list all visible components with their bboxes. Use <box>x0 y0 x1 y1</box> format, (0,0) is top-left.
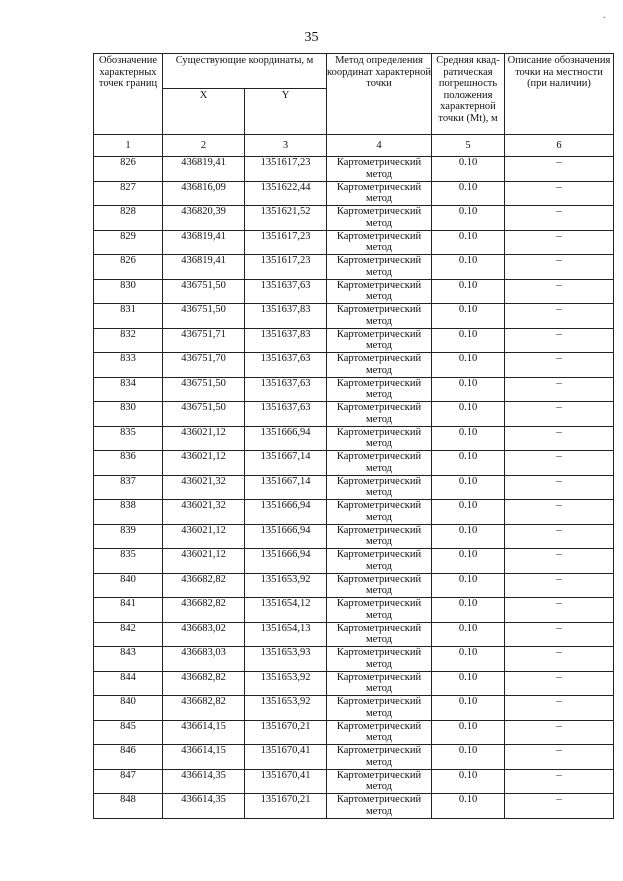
y-coordinate-cell: 1351666,94 <box>245 426 327 451</box>
column-number: 1 <box>94 135 163 157</box>
table-row <box>94 647 614 672</box>
accuracy-cell: 0.10 <box>432 647 505 672</box>
x-coordinate-cell: 436614,35 <box>163 794 245 819</box>
method-cell: Картометрический метод <box>327 696 432 721</box>
x-coordinate-cell: 436820,39 <box>163 206 245 231</box>
description-cell: – <box>505 451 614 476</box>
accuracy-cell: 0.10 <box>432 745 505 770</box>
description-cell: – <box>505 794 614 819</box>
description-cell: – <box>505 353 614 378</box>
x-coordinate-cell: 436614,15 <box>163 745 245 770</box>
method-cell: Картометрический метод <box>327 230 432 255</box>
x-coordinate-cell: 436751,50 <box>163 377 245 402</box>
point-designation-cell: 848 <box>94 794 163 819</box>
table-row <box>94 622 614 647</box>
point-designation-cell: 828 <box>94 206 163 231</box>
accuracy-cell: 0.10 <box>432 328 505 353</box>
header-method: Метод определения координат характерной точки <box>327 54 432 135</box>
y-coordinate-cell: 1351670,41 <box>245 769 327 794</box>
header-description: Описание обозначения точки на местности (при наличии) <box>505 54 614 135</box>
method-cell: Картометрический метод <box>327 279 432 304</box>
accuracy-cell: 0.10 <box>432 255 505 280</box>
point-designation-cell: 834 <box>94 377 163 402</box>
description-cell: – <box>505 377 614 402</box>
y-coordinate-cell: 1351617,23 <box>245 230 327 255</box>
header-y: Y <box>245 89 327 135</box>
column-number: 4 <box>327 135 432 157</box>
column-numbers-row <box>94 135 614 157</box>
point-designation-cell: 830 <box>94 279 163 304</box>
description-cell: – <box>505 475 614 500</box>
point-designation-cell: 826 <box>94 157 163 182</box>
y-coordinate-cell: 1351637,63 <box>245 353 327 378</box>
y-coordinate-cell: 1351666,94 <box>245 549 327 574</box>
point-designation-cell: 838 <box>94 500 163 525</box>
point-designation-cell: 830 <box>94 402 163 427</box>
x-coordinate-cell: 436614,35 <box>163 769 245 794</box>
method-cell: Картометрический метод <box>327 549 432 574</box>
table-row <box>94 598 614 623</box>
description-cell: – <box>505 279 614 304</box>
method-cell: Картометрический метод <box>327 745 432 770</box>
point-designation-cell: 829 <box>94 230 163 255</box>
header-point-designation: Обозначение характерных точек границ <box>94 54 163 135</box>
column-number: 2 <box>163 135 245 157</box>
table-row <box>94 696 614 721</box>
column-number: 3 <box>245 135 327 157</box>
table-row <box>94 353 614 378</box>
description-cell: – <box>505 328 614 353</box>
point-designation-cell: 844 <box>94 671 163 696</box>
x-coordinate-cell: 436021,12 <box>163 451 245 476</box>
description-cell: – <box>505 304 614 329</box>
table-row <box>94 524 614 549</box>
point-designation-cell: 826 <box>94 255 163 280</box>
point-designation-cell: 846 <box>94 745 163 770</box>
point-designation-cell: 845 <box>94 720 163 745</box>
x-coordinate-cell: 436682,82 <box>163 671 245 696</box>
x-coordinate-cell: 436614,15 <box>163 720 245 745</box>
y-coordinate-cell: 1351653,93 <box>245 647 327 672</box>
description-cell: – <box>505 647 614 672</box>
accuracy-cell: 0.10 <box>432 279 505 304</box>
table-row <box>94 451 614 476</box>
y-coordinate-cell: 1351666,94 <box>245 524 327 549</box>
x-coordinate-cell: 436021,12 <box>163 549 245 574</box>
point-designation-cell: 842 <box>94 622 163 647</box>
table-row <box>94 304 614 329</box>
y-coordinate-cell: 1351637,63 <box>245 402 327 427</box>
y-coordinate-cell: 1351666,94 <box>245 500 327 525</box>
column-number: 5 <box>432 135 505 157</box>
y-coordinate-cell: 1351667,14 <box>245 475 327 500</box>
description-cell: – <box>505 230 614 255</box>
method-cell: Картометрический метод <box>327 720 432 745</box>
method-cell: Картометрический метод <box>327 353 432 378</box>
table-row <box>94 402 614 427</box>
y-coordinate-cell: 1351617,23 <box>245 157 327 182</box>
x-coordinate-cell: 436751,50 <box>163 279 245 304</box>
accuracy-cell: 0.10 <box>432 353 505 378</box>
corner-mark: . <box>603 10 606 21</box>
description-cell: – <box>505 181 614 206</box>
point-designation-cell: 843 <box>94 647 163 672</box>
y-coordinate-cell: 1351637,83 <box>245 328 327 353</box>
method-cell: Картометрический метод <box>327 475 432 500</box>
accuracy-cell: 0.10 <box>432 402 505 427</box>
accuracy-cell: 0.10 <box>432 671 505 696</box>
header-existing-coordinates: Существующие координаты, м <box>163 54 327 89</box>
method-cell: Картометрический метод <box>327 671 432 696</box>
x-coordinate-cell: 436683,02 <box>163 622 245 647</box>
description-cell: – <box>505 524 614 549</box>
point-designation-cell: 840 <box>94 573 163 598</box>
method-cell: Картометрический метод <box>327 794 432 819</box>
accuracy-cell: 0.10 <box>432 230 505 255</box>
accuracy-cell: 0.10 <box>432 451 505 476</box>
point-designation-cell: 833 <box>94 353 163 378</box>
description-cell: – <box>505 157 614 182</box>
y-coordinate-cell: 1351637,63 <box>245 279 327 304</box>
accuracy-cell: 0.10 <box>432 549 505 574</box>
table-row <box>94 671 614 696</box>
method-cell: Картометрический метод <box>327 377 432 402</box>
accuracy-cell: 0.10 <box>432 181 505 206</box>
x-coordinate-cell: 436819,41 <box>163 255 245 280</box>
x-coordinate-cell: 436819,41 <box>163 157 245 182</box>
x-coordinate-cell: 436021,32 <box>163 475 245 500</box>
table-row <box>94 279 614 304</box>
point-designation-cell: 836 <box>94 451 163 476</box>
accuracy-cell: 0.10 <box>432 720 505 745</box>
x-coordinate-cell: 436819,41 <box>163 230 245 255</box>
method-cell: Картометрический метод <box>327 524 432 549</box>
description-cell: – <box>505 206 614 231</box>
table-row <box>94 794 614 819</box>
accuracy-cell: 0.10 <box>432 475 505 500</box>
description-cell: – <box>505 598 614 623</box>
accuracy-cell: 0.10 <box>432 157 505 182</box>
method-cell: Картометрический метод <box>327 573 432 598</box>
table-row <box>94 769 614 794</box>
point-designation-cell: 835 <box>94 549 163 574</box>
accuracy-cell: 0.10 <box>432 769 505 794</box>
x-coordinate-cell: 436682,82 <box>163 573 245 598</box>
table-row <box>94 328 614 353</box>
y-coordinate-cell: 1351670,21 <box>245 794 327 819</box>
accuracy-cell: 0.10 <box>432 598 505 623</box>
column-number: 6 <box>505 135 614 157</box>
method-cell: Картометрический метод <box>327 255 432 280</box>
point-designation-cell: 831 <box>94 304 163 329</box>
method-cell: Картометрический метод <box>327 181 432 206</box>
header-x: X <box>163 89 245 135</box>
method-cell: Картометрический метод <box>327 451 432 476</box>
method-cell: Картометрический метод <box>327 328 432 353</box>
method-cell: Картометрический метод <box>327 157 432 182</box>
y-coordinate-cell: 1351637,63 <box>245 377 327 402</box>
accuracy-cell: 0.10 <box>432 573 505 598</box>
table-row <box>94 377 614 402</box>
table-row <box>94 426 614 451</box>
method-cell: Картометрический метод <box>327 426 432 451</box>
description-cell: – <box>505 573 614 598</box>
table-row <box>94 255 614 280</box>
description-cell: – <box>505 769 614 794</box>
point-designation-cell: 841 <box>94 598 163 623</box>
x-coordinate-cell: 436751,71 <box>163 328 245 353</box>
x-coordinate-cell: 436021,12 <box>163 426 245 451</box>
table-header <box>94 54 614 157</box>
description-cell: – <box>505 426 614 451</box>
x-coordinate-cell: 436021,32 <box>163 500 245 525</box>
method-cell: Картометрический метод <box>327 304 432 329</box>
point-designation-cell: 837 <box>94 475 163 500</box>
y-coordinate-cell: 1351653,92 <box>245 573 327 598</box>
y-coordinate-cell: 1351653,92 <box>245 671 327 696</box>
method-cell: Картометрический метод <box>327 647 432 672</box>
x-coordinate-cell: 436816,09 <box>163 181 245 206</box>
y-coordinate-cell: 1351667,14 <box>245 451 327 476</box>
description-cell: – <box>505 745 614 770</box>
method-cell: Картометрический метод <box>327 500 432 525</box>
accuracy-cell: 0.10 <box>432 426 505 451</box>
description-cell: – <box>505 720 614 745</box>
table-row <box>94 549 614 574</box>
accuracy-cell: 0.10 <box>432 377 505 402</box>
description-cell: – <box>505 255 614 280</box>
description-cell: – <box>505 402 614 427</box>
x-coordinate-cell: 436751,50 <box>163 304 245 329</box>
accuracy-cell: 0.10 <box>432 206 505 231</box>
table-row <box>94 181 614 206</box>
accuracy-cell: 0.10 <box>432 304 505 329</box>
description-cell: – <box>505 549 614 574</box>
table-row <box>94 573 614 598</box>
y-coordinate-cell: 1351670,21 <box>245 720 327 745</box>
x-coordinate-cell: 436021,12 <box>163 524 245 549</box>
y-coordinate-cell: 1351622,44 <box>245 181 327 206</box>
accuracy-cell: 0.10 <box>432 524 505 549</box>
x-coordinate-cell: 436751,50 <box>163 402 245 427</box>
table-row <box>94 720 614 745</box>
y-coordinate-cell: 1351637,83 <box>245 304 327 329</box>
coordinates-table <box>93 53 614 819</box>
y-coordinate-cell: 1351617,23 <box>245 255 327 280</box>
x-coordinate-cell: 436682,82 <box>163 696 245 721</box>
table-body <box>94 157 614 819</box>
header-accuracy: Средняя квад-ратическая погрешность положения характерной точки (Mt), м <box>432 54 505 135</box>
description-cell: – <box>505 622 614 647</box>
description-cell: – <box>505 696 614 721</box>
description-cell: – <box>505 500 614 525</box>
y-coordinate-cell: 1351653,92 <box>245 696 327 721</box>
table-row <box>94 745 614 770</box>
table-row <box>94 475 614 500</box>
description-cell: – <box>505 671 614 696</box>
y-coordinate-cell: 1351670,41 <box>245 745 327 770</box>
method-cell: Картометрический метод <box>327 598 432 623</box>
x-coordinate-cell: 436751,70 <box>163 353 245 378</box>
y-coordinate-cell: 1351621,52 <box>245 206 327 231</box>
point-designation-cell: 839 <box>94 524 163 549</box>
table-row <box>94 500 614 525</box>
y-coordinate-cell: 1351654,13 <box>245 622 327 647</box>
table-row <box>94 230 614 255</box>
point-designation-cell: 840 <box>94 696 163 721</box>
point-designation-cell: 835 <box>94 426 163 451</box>
point-designation-cell: 832 <box>94 328 163 353</box>
point-designation-cell: 827 <box>94 181 163 206</box>
method-cell: Картометрический метод <box>327 206 432 231</box>
x-coordinate-cell: 436683,03 <box>163 647 245 672</box>
method-cell: Картометрический метод <box>327 769 432 794</box>
y-coordinate-cell: 1351654,12 <box>245 598 327 623</box>
table-row <box>94 157 614 182</box>
point-designation-cell: 847 <box>94 769 163 794</box>
method-cell: Картометрический метод <box>327 622 432 647</box>
accuracy-cell: 0.10 <box>432 622 505 647</box>
method-cell: Картометрический метод <box>327 402 432 427</box>
accuracy-cell: 0.10 <box>432 500 505 525</box>
x-coordinate-cell: 436682,82 <box>163 598 245 623</box>
accuracy-cell: 0.10 <box>432 794 505 819</box>
table-row <box>94 206 614 231</box>
accuracy-cell: 0.10 <box>432 696 505 721</box>
page-number: 35 <box>304 30 319 45</box>
